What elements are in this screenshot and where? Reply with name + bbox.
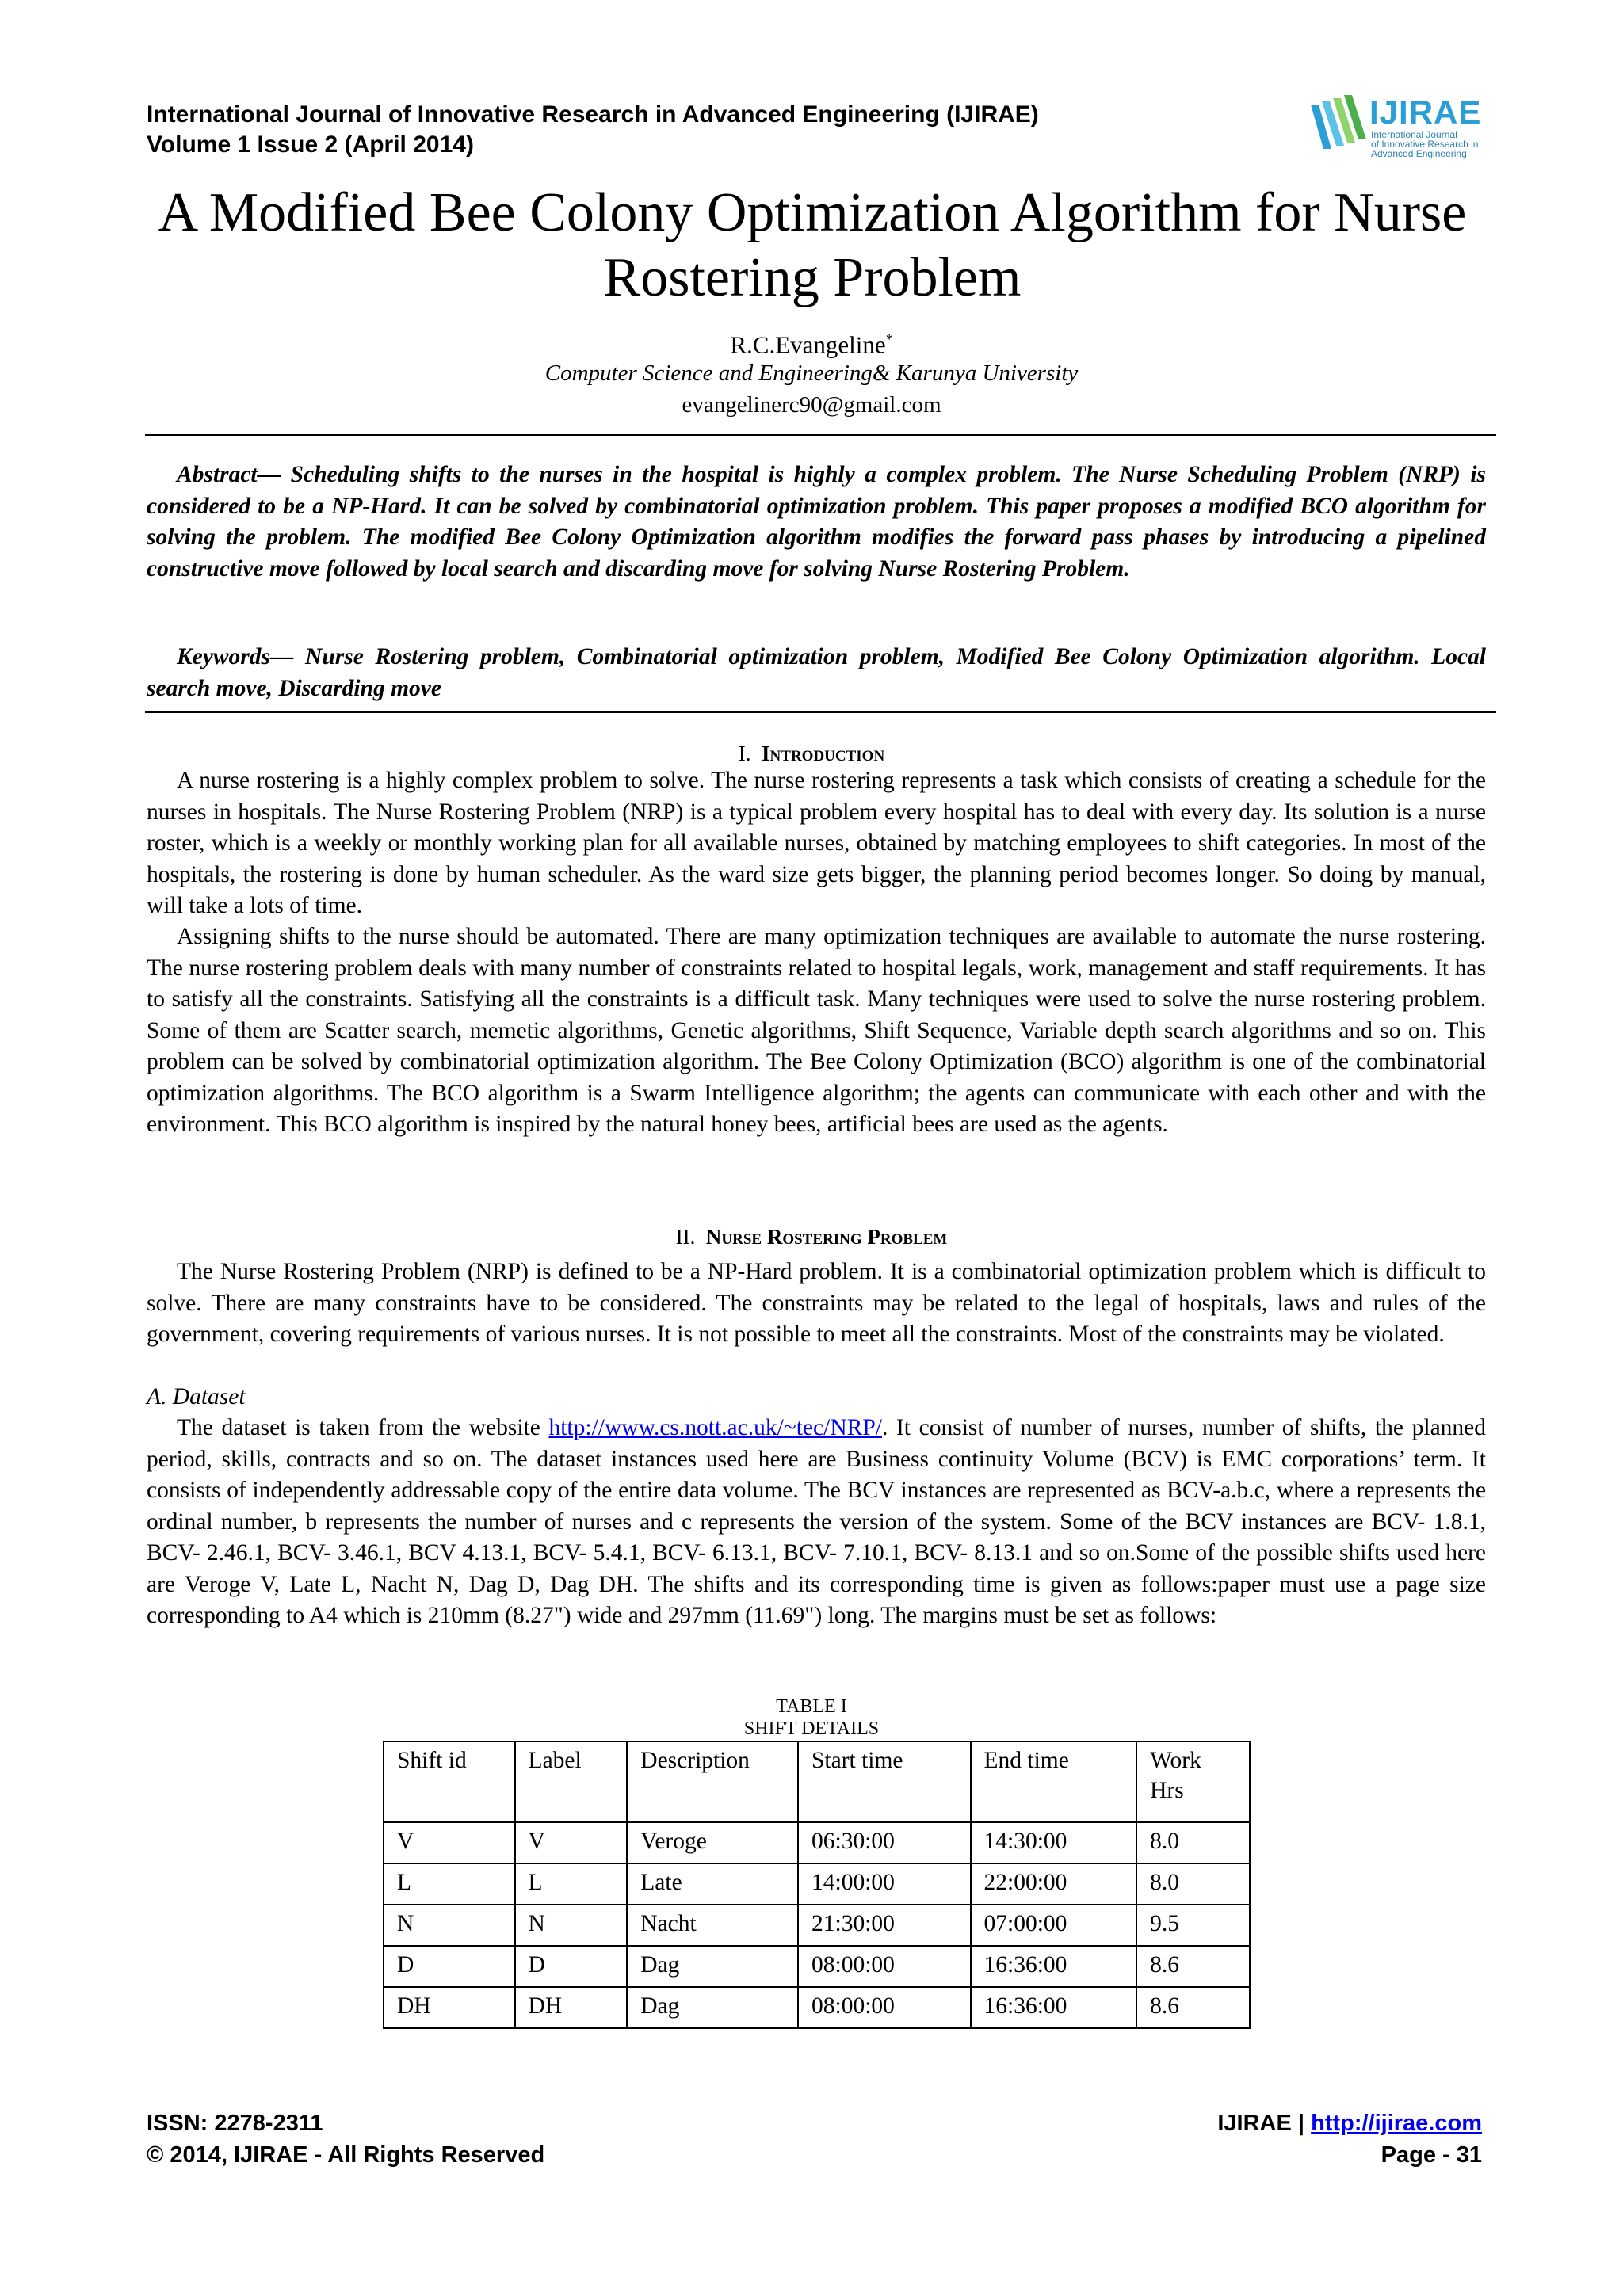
table-cell: Dag bbox=[627, 1946, 798, 1987]
table-cell: Dag bbox=[627, 1987, 798, 2028]
table-cell: DH bbox=[384, 1987, 515, 2028]
table-cell: L bbox=[515, 1863, 628, 1905]
title-rule bbox=[145, 434, 1496, 436]
header-cell: Description bbox=[627, 1741, 798, 1822]
footer-copyright: © 2014, IJIRAE - All Rights Reserved bbox=[147, 2142, 545, 2168]
table-cell: 8.6 bbox=[1136, 1987, 1250, 2028]
table-cell: 14:30:00 bbox=[971, 1822, 1137, 1863]
table-cell: V bbox=[515, 1822, 628, 1863]
section-heading-introduction bbox=[0, 740, 1623, 767]
logo-name: IJIRAE bbox=[1369, 93, 1482, 131]
footer-issn: ISSN: 2278-2311 bbox=[147, 2111, 323, 2136]
table-row bbox=[384, 1946, 1250, 1987]
author bbox=[0, 323, 1623, 360]
abstract-label: Abstract— bbox=[177, 462, 281, 487]
logo-subtitle-1: International Journal bbox=[1371, 129, 1457, 140]
table-cell: Late bbox=[627, 1863, 798, 1905]
header-cell: Start time bbox=[798, 1741, 971, 1822]
footer-site bbox=[1217, 2109, 1482, 2138]
table-row bbox=[384, 1987, 1250, 2028]
affiliation: Computer Science and Engineering& Karunya University bbox=[544, 360, 1079, 386]
dataset-link[interactable]: http://www.cs.nott.ac.uk/~tec/NRP/ bbox=[548, 1415, 882, 1440]
intro-paragraph-2: Assigning shifts to the nurse should be automated. There are many optimization techniques are available to automate the nurse rostering. The nurse rostering problem deals with many number of constraints related to hospital legals, work, management and staff requirements. It has to satisfy all the constraints. Satisfying all the constraints is a difficult task. Many techniques were used to solve the nurse rostering problem. Some of them are Scatter search, memetic algorithms, Genetic algorithms, Shift Sequence, Variable depth search algorithms and so on. This problem can be solved by combinatorial optimization algorithm. The Bee Colony Optimization (BCO) algorithm is one of the combinatorial optimization algorithms. The BCO algorithm is a Swarm Intelligence algorithm; the agents can communicate with each other and with the environment. This BCO algorithm is inspired by the natural honey bees, artificial bees are used as the agents. bbox=[147, 924, 1486, 1137]
header-cell: End time bbox=[971, 1741, 1137, 1822]
abstract bbox=[147, 460, 1486, 585]
table-cell: 21:30:00 bbox=[798, 1905, 971, 1946]
header-cell: Work Hrs bbox=[1136, 1741, 1250, 1822]
paper-title-line-2: Rostering Problem bbox=[603, 247, 1022, 308]
logo-subtitle-2: of Innovative Research in bbox=[1371, 139, 1479, 150]
dataset-paragraph bbox=[147, 1413, 1486, 1632]
table-cell: 9.5 bbox=[1136, 1905, 1250, 1946]
section-title: Introduction bbox=[762, 742, 885, 765]
keywords-label: Keywords— bbox=[177, 644, 294, 669]
journal-name: International Journal of Innovative Research in Advanced Engineering (IJIRAE) bbox=[147, 101, 1039, 128]
header-cell: Shift id bbox=[384, 1741, 515, 1822]
paper-title-line-1: A Modified Bee Colony Optimization Algorithm for Nurse bbox=[158, 182, 1467, 243]
journal-header bbox=[147, 100, 1039, 160]
table-cell: DH bbox=[515, 1987, 628, 2028]
table-cell: L bbox=[384, 1863, 515, 1905]
table-cell: Veroge bbox=[627, 1822, 798, 1863]
abstract-text: Scheduling shifts to the nurses in the hospital is highly a complex problem. The Nurse Scheduling Problem (NRP) is considered to be a NP-Hard. It can be solved by combinatorial optimization problem. This paper proposes a modified BCO algorithm for solving the problem. The modified Bee Colony Optimization algorithm modifies the forward pass phases by introducing a pipelined constructive move followed by local search and discarding move for solving Nurse Rostering Problem. bbox=[147, 462, 1486, 582]
author-mark: * bbox=[885, 331, 893, 347]
table-cell: 07:00:00 bbox=[971, 1905, 1137, 1946]
keywords bbox=[147, 642, 1486, 704]
table-cell: D bbox=[515, 1946, 628, 1987]
table-cell: 16:36:00 bbox=[971, 1987, 1137, 2028]
table-row bbox=[384, 1863, 1250, 1905]
table-cell: 8.0 bbox=[1136, 1822, 1250, 1863]
table-cell: 08:00:00 bbox=[798, 1946, 971, 1987]
journal-logo bbox=[1308, 93, 1490, 158]
dataset-text-start: The dataset is taken from the website bbox=[177, 1415, 549, 1440]
footer-site-link[interactable]: http://ijirae.com bbox=[1311, 2111, 1482, 2136]
section-heading-nrp bbox=[0, 1223, 1623, 1250]
table-row bbox=[384, 1822, 1250, 1863]
table-caption-number: TABLE I bbox=[776, 1696, 847, 1717]
table-cell: 22:00:00 bbox=[971, 1863, 1137, 1905]
table-cell: D bbox=[384, 1946, 515, 1987]
table-cell: N bbox=[515, 1905, 628, 1946]
intro-paragraph-1: A nurse rostering is a highly complex problem to solve. The nurse rostering represents a task which consists of creating a schedule for the nurses in hospitals. The Nurse Rostering Problem (NRP) is a typical problem every hospital has to deal with every day. Its solution is a nurse roster, which is a weekly or monthly working plan for all available nurses, obtained by matching employees to shift categories. In most of the hospitals, the rostering is done by human scheduler. As the ward size gets bigger, the planning period becomes longer. So doing by manual, will take a lots of time. bbox=[147, 768, 1486, 918]
table-cell: Nacht bbox=[627, 1905, 798, 1946]
author-email: evangelinerc90@gmail.com bbox=[682, 392, 941, 418]
footer-page-number: Page - 31 bbox=[1381, 2142, 1482, 2168]
header-cell: Label bbox=[515, 1741, 628, 1822]
keywords-text: Nurse Rostering problem, Combinatorial optimization problem, Modified Bee Colony Optimization algorithm. Local search move, Discarding move bbox=[147, 644, 1486, 701]
table-cell: 08:00:00 bbox=[798, 1987, 971, 2028]
section-number: II. bbox=[675, 1225, 696, 1249]
table-caption-title: SHIFT DETAILS bbox=[743, 1718, 880, 1739]
shift-details-table bbox=[383, 1741, 1251, 2029]
table-row bbox=[384, 1905, 1250, 1946]
logo-stripes-icon bbox=[1308, 93, 1371, 158]
journal-volume: Volume 1 Issue 2 (April 2014) bbox=[147, 132, 474, 158]
footer-site-label: IJIRAE | bbox=[1217, 2111, 1312, 2136]
section-number: I. bbox=[738, 742, 751, 765]
table-cell: N bbox=[384, 1905, 515, 1946]
table-header-row bbox=[384, 1741, 1250, 1822]
nrp-paragraph-1: The Nurse Rostering Problem (NRP) is defined to be a NP-Hard problem. It is a combinatorial optimization problem which is difficult to solve. There are many constraints have to be considered. The constraints may be related to the legal of hospitals, laws and rules of the government, covering requirements of various nurses. It is not possible to meet all the constraints. Most of the constraints may be violated. bbox=[147, 1259, 1486, 1347]
author-name: R.C.Evangeline bbox=[730, 330, 886, 359]
keywords-rule bbox=[145, 711, 1496, 713]
paper-title bbox=[147, 181, 1478, 311]
logo-subtitle-3: Advanced Engineering bbox=[1371, 148, 1467, 159]
table-cell: 16:36:00 bbox=[971, 1946, 1137, 1987]
table-cell: 14:00:00 bbox=[798, 1863, 971, 1905]
subsection-dataset: A. Dataset bbox=[147, 1384, 246, 1409]
table-cell: 8.0 bbox=[1136, 1863, 1250, 1905]
section-title: Nurse Rostering Problem bbox=[705, 1225, 948, 1249]
dataset-text-rest: . It consist of number of nurses, number of shifts, the planned period, skills, contracts and so on. The dataset instances used here are Business continuity Volume (BCV) is EMC corporations’ term. It consists of independently addressable copy of the entire data volume. The BCV instances are represented as BCV-a.b.c, where a represents the ordinal number, b represents the number of nurses and c represents the version of the system. Some of the BCV instances are BCV- 1.8.1, BCV- 2.46.1, BCV- 3.46.1, BCV 4.13.1, BCV- 5.4.1, BCV- 6.13.1, BCV- 7.10.1, BCV- 8.13.1 and so on.Some of the possible shifts used here are Veroge V, Late L, Nacht N, Dag D, Dag DH. The shifts and its corresponding time is given as follows:paper must use a page size corresponding to A4 which is 210mm (8.27") wide and 297mm (11.69") long. The margins must be set as follows: bbox=[147, 1415, 1487, 1628]
table-cell: 8.6 bbox=[1136, 1946, 1250, 1987]
table-cell: 06:30:00 bbox=[798, 1822, 971, 1863]
table-cell: V bbox=[384, 1822, 515, 1863]
